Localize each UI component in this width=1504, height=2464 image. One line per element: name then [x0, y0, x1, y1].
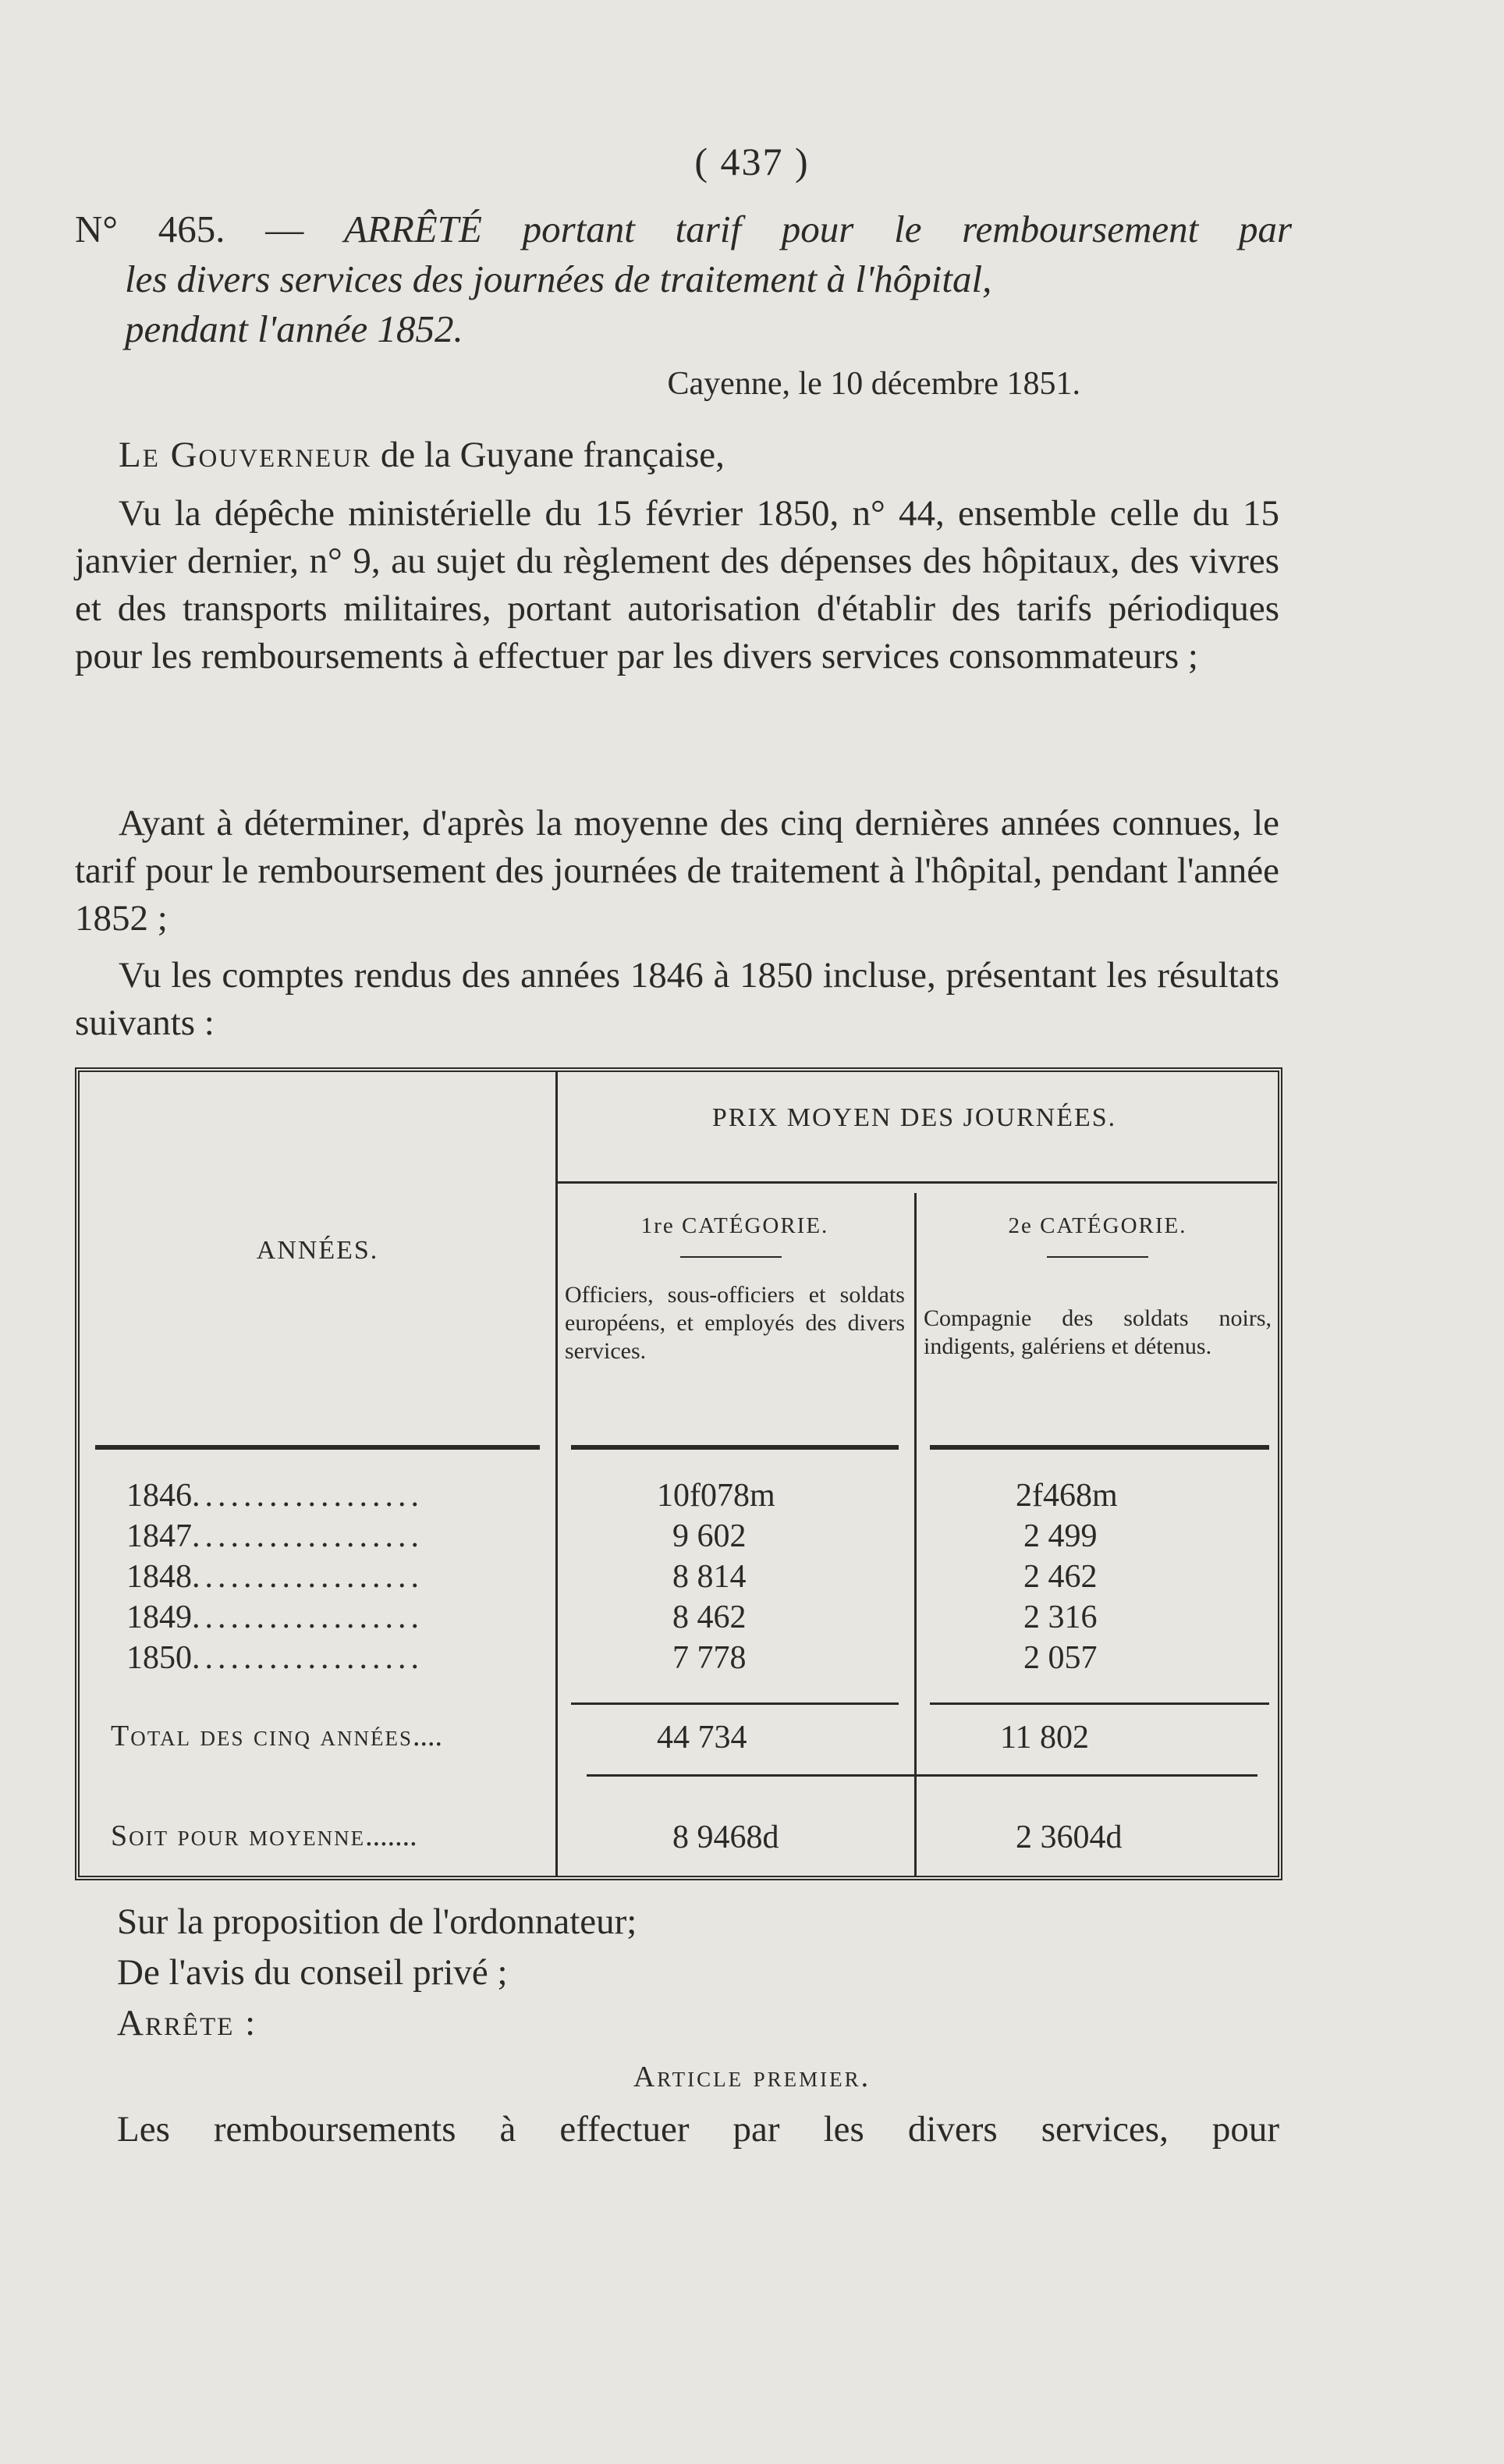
cat1-underline	[680, 1256, 782, 1258]
table-rule-header-cat2	[930, 1445, 1269, 1450]
cell-cat2: 2 316	[1023, 1599, 1098, 1635]
total-cat2: 11 802	[1000, 1720, 1089, 1756]
article-heading: Article premier.	[633, 2061, 871, 2093]
decree-title-line-2: les divers services des journées de traitement à l'hôpital,	[125, 257, 992, 300]
decree-heading	[75, 204, 1292, 354]
total-cat1: 44 734	[657, 1720, 747, 1756]
year-label: 1850	[126, 1640, 192, 1676]
table-row: 1849..................	[126, 1599, 424, 1635]
closing-line-1: Sur la proposition de l'ordonnateur;	[117, 1901, 637, 1942]
cat2-desc: Compagnie des soldats noirs, indigents, galériens et détenus.	[924, 1305, 1272, 1359]
cell-cat1: 9 602	[672, 1518, 747, 1554]
cell-cat1: 8 814	[672, 1559, 747, 1595]
year-label: 1847	[126, 1518, 192, 1554]
cat1-label: 1re CATÉGORIE.	[640, 1213, 829, 1238]
paragraph-governor	[75, 431, 1279, 479]
cell-cat2: 2 057	[1023, 1640, 1098, 1676]
paragraph-comptes-text: Vu les comptes rendus des années 1846 à 1850 incluse, présentant les résultats suivants :	[75, 955, 1279, 1043]
average-cat2: 2 3604d	[1016, 1820, 1123, 1855]
group-header: PRIX MOYEN DES JOURNÉES.	[711, 1103, 1117, 1132]
table-divider-years	[555, 1072, 558, 1876]
table-rule-total	[571, 1702, 899, 1705]
cell-cat1: 7 778	[672, 1640, 747, 1676]
table-rule-header-cat1	[571, 1445, 899, 1450]
governor-smallcaps: Le Gouverneur	[119, 435, 372, 475]
dateline: Cayenne, le 10 décembre 1851.	[667, 366, 1080, 402]
decree-title-line-3: pendant l'année 1852.	[125, 307, 463, 350]
paragraph-comptes	[75, 952, 1279, 1047]
table-row: 1846..................	[126, 1478, 424, 1514]
year-label: 1846	[126, 1478, 192, 1514]
years-header: ANNÉES.	[256, 1236, 379, 1265]
cell-cat2: 2 462	[1023, 1559, 1098, 1595]
table-divider-categories	[914, 1193, 917, 1876]
decree-title-line-1: ARRÊTÉ portant tarif pour le remboursement par	[343, 208, 1293, 250]
table-rule-total-2	[930, 1702, 1269, 1705]
cell-cat2: 2 499	[1023, 1518, 1098, 1554]
table-row: 1848..................	[126, 1559, 424, 1595]
heading-line-1	[75, 204, 1292, 254]
cell-cat1: 10f078m	[657, 1478, 775, 1514]
average-cat1: 8 9468d	[672, 1820, 779, 1855]
table-rule-average	[587, 1774, 1257, 1777]
year-label: 1849	[126, 1599, 192, 1635]
paragraph-ayant	[75, 800, 1279, 943]
table-rule-group	[555, 1181, 1277, 1184]
year-label: 1848	[126, 1559, 192, 1595]
cat2-label: 2e CATÉGORIE.	[1008, 1213, 1187, 1238]
paragraph-ayant-text: Ayant à déterminer, d'après la moyenne des cinq dernières années connues, le tarif pour le remboursement des journées de traitement à l'hôpital, pendant l'année 1852 ;	[75, 803, 1279, 939]
cat1-desc: Officiers, sous-officiers et soldats européens, et employés des divers services.	[565, 1282, 905, 1364]
governor-rest: de la Guyane française,	[380, 435, 725, 475]
paragraph-depeche-text: Vu la dépêche ministérielle du 15 février 1850, n° 44, ensemble celle du 15 janvier dernier, n° 9, au sujet du règlement des dépenses des hôpitaux, des vivres et des transports militaires, portant autorisation d'établir des tarifs périodiques pour les remboursements à effectuer par les divers services consommateurs ;	[75, 493, 1279, 676]
paragraph-depeche	[75, 490, 1279, 680]
decree-number: N° 465. —	[75, 208, 304, 250]
table-rule-header-years	[95, 1445, 540, 1450]
price-table	[75, 1067, 1282, 1880]
total-row-label: Total des cinq années....	[111, 1720, 443, 1752]
closing-arrete: Arrête :	[117, 2003, 257, 2043]
page-number: ( 437 )	[694, 140, 810, 183]
closing-line-2: De l'avis du conseil privé ;	[117, 1952, 508, 1993]
cat2-underline	[1047, 1256, 1148, 1258]
table-row: 1847..................	[126, 1518, 424, 1554]
cell-cat2: 2f468m	[1016, 1478, 1118, 1514]
closing-last-line: Les remboursements à effectuer par les divers services, pour	[117, 2109, 1279, 2150]
average-row-label: Soit pour moyenne.......	[111, 1820, 417, 1852]
table-row: 1850..................	[126, 1640, 424, 1676]
cell-cat1: 8 462	[672, 1599, 747, 1635]
